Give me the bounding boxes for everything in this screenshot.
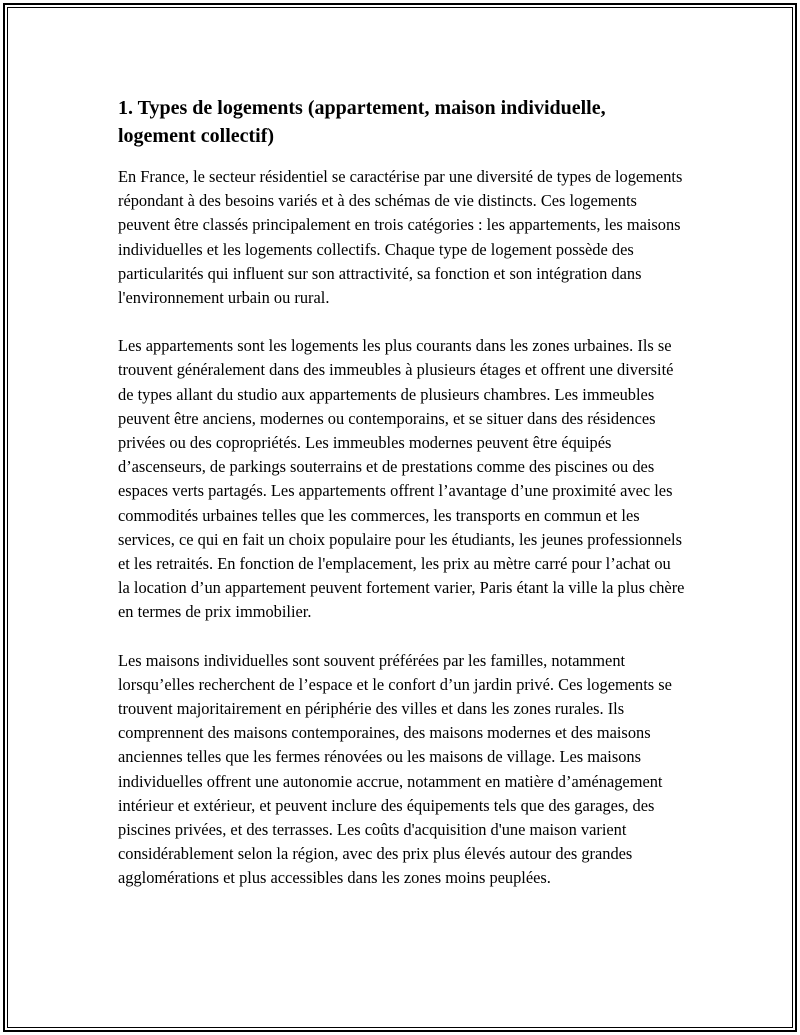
paragraph-intro: En France, le secteur résidentiel se caractérise par une diversité de types de logements répondant à des besoins variés et à des schémas de vie distincts. Ces logements peuvent être classés principalement en trois catégories : les appartements, les maisons individuelles et les logements collectifs. Chaque type de logement possède des particularités qui influent sur son attractivité, sa fonction et son intégration dans l'environnement urbain ou rural.	[118, 167, 683, 308]
paragraph-maisons-individuelles: Les maisons individuelles sont souvent préférées par les familles, notamment lorsqu’elles recherchent de l’espace et le confort d’un jardin privé. Ces logements se trouvent majoritairement en périphérie des villes et dans les zones rurales. Ils comprennent des maisons contemporaines, des maisons modernes et des maisons anciennes telles que les fermes rénovées ou les maisons de village. Les maisons individuelles offrent une autonomie accrue, notamment en matière d’aménagement intérieur et extérieur, et peuvent inclure des équipements tels que des garages, des piscines privées, et des terrasses. Les coûts d'acquisition d'une maison varient considérablement selon la région, avec des prix plus élevés autour des grandes agglomérations et plus accessibles dans les zones moins peuplées.	[118, 650, 672, 888]
document-body	[118, 94, 686, 915]
paragraph-appartements: Les appartements sont les logements les plus courants dans les zones urbaines. Ils se trouvent généralement dans des immeubles à plusieurs étages et offrent une diversité de types allant du studio aux appartements de plusieurs chambres. Les immeubles peuvent être anciens, modernes ou contemporains, et se situer dans des résidences privées ou des copropriétés. Les immeubles modernes peuvent être équipés d’ascenseurs, de parkings souterrains et de prestations comme des piscines ou des espaces verts partagés. Les appartements offrent l’avantage d’une proximité avec les commodités urbaines telles que les commerces, les transports en commun et les services, ce qui en fait un choix populaire pour les étudiants, les jeunes professionnels et les retraités. En fonction de l'emplacement, les prix au mètre carré pour l’achat ou la location d’un appartement peuvent fortement varier, Paris étant la ville la plus chère en termes de prix immobilier.	[118, 336, 685, 622]
section-heading: 1. Types de logements (appartement, maison individuelle, logement collectif)	[118, 97, 606, 147]
